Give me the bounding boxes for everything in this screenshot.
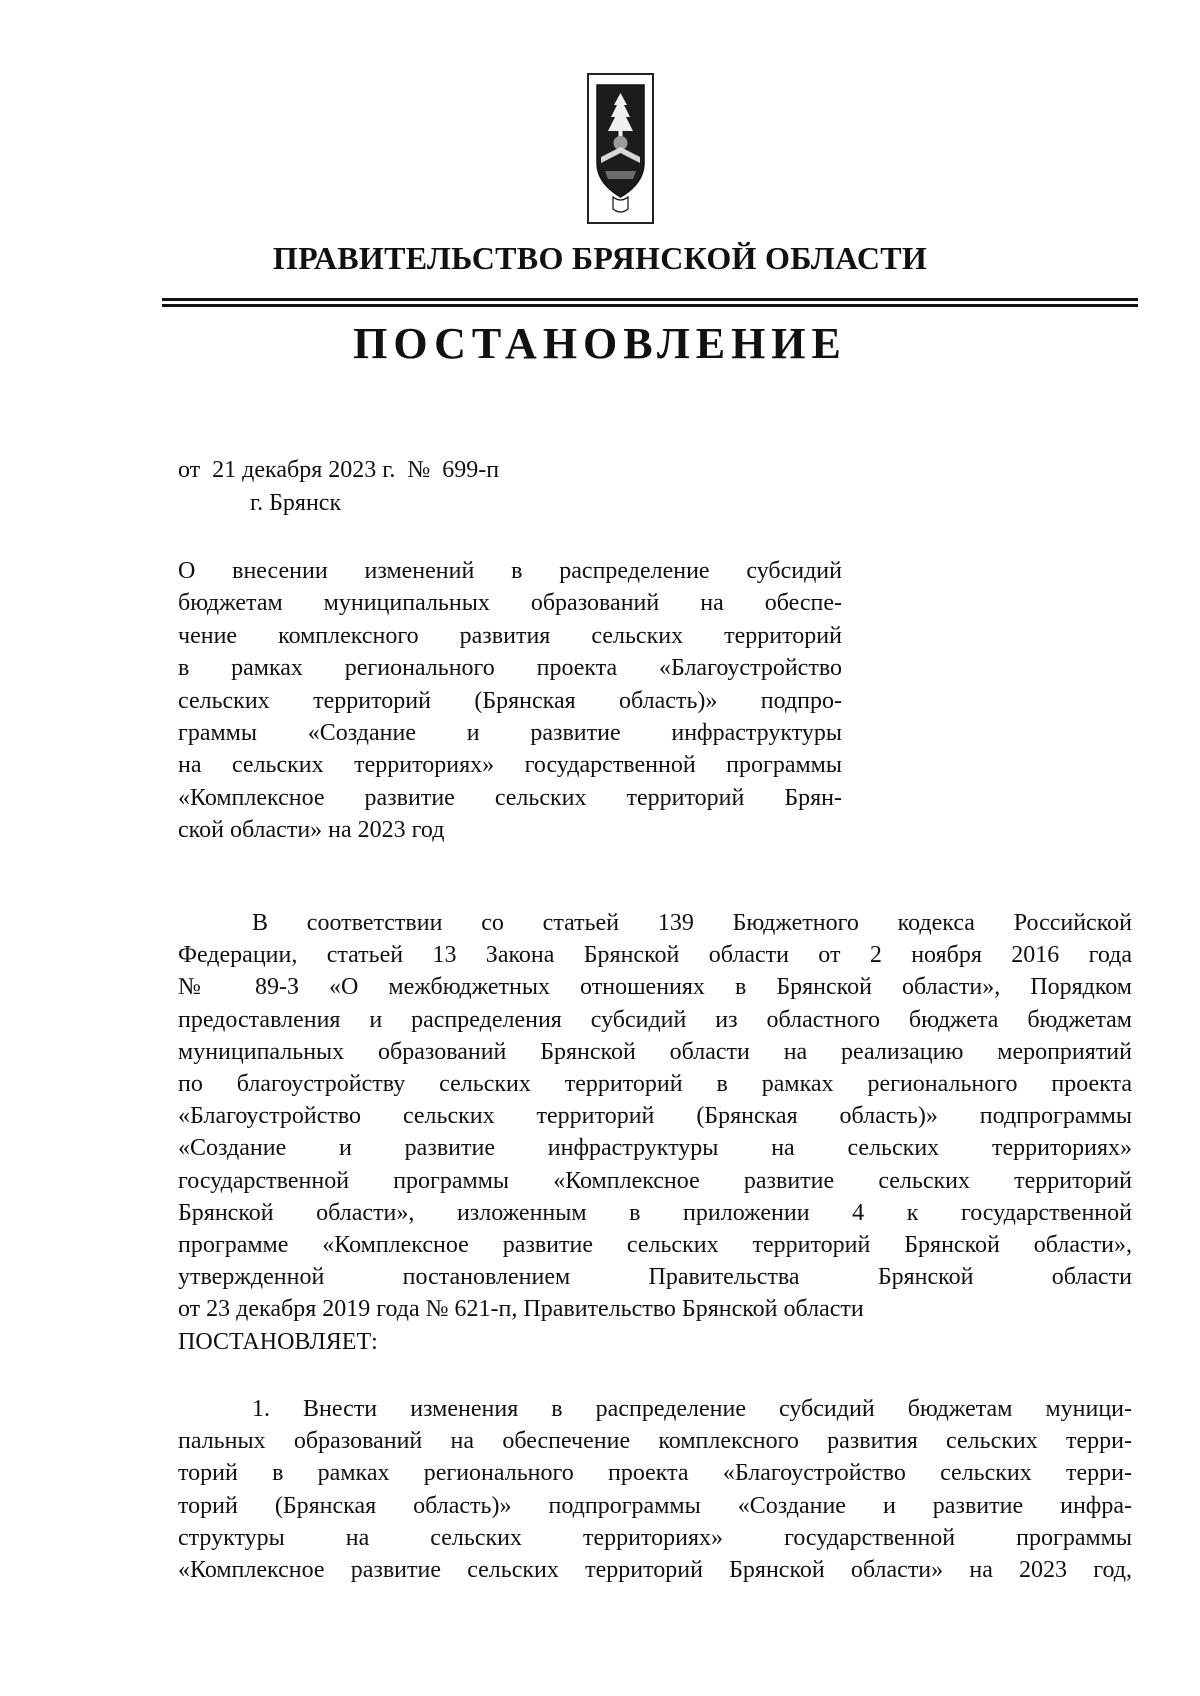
subject-line: бюджетам муниципальных образований на обеспе- bbox=[178, 590, 842, 617]
body-line: Федерации, статьей 13 Закона Брянской области от 2 ноября 2016 года bbox=[178, 942, 1132, 969]
document-number: 699-п bbox=[442, 457, 500, 483]
body-line: от 23 декабря 2019 года № 621-п, Правительство Брянской области bbox=[178, 1296, 864, 1323]
body-line: № 89-З «О межбюджетных отношениях в Брянской области», Порядком bbox=[178, 974, 1132, 1001]
document-date: 21 декабря 2023 г. bbox=[212, 457, 396, 483]
document-type-heading: ПОСТАНОВЛЕНИЕ bbox=[353, 319, 847, 368]
government-title: ПРАВИТЕЛЬСТВО БРЯНСКОЙ ОБЛАСТИ bbox=[272, 240, 928, 276]
city-line: г. Брянск bbox=[250, 490, 342, 516]
coat-of-arms-emblem bbox=[587, 73, 654, 224]
body-line: структуры на сельских территориях» государственной программы bbox=[178, 1524, 1132, 1551]
subject-line: ской области» на 2023 год bbox=[178, 817, 445, 844]
subject-line: на сельских территориях» государственной программы bbox=[178, 752, 842, 779]
subject-line: «Комплексное развитие сельских территорий Брян- bbox=[178, 784, 842, 811]
coat-of-arms-icon bbox=[589, 75, 652, 222]
body-line: муниципальных образований Брянской области на реализацию мероприятий bbox=[178, 1038, 1132, 1065]
body-line: Брянской области», изложенным в приложении 4 к государственной bbox=[178, 1199, 1132, 1226]
body-line: утвержденной постановлением Правительства Брянской области bbox=[178, 1264, 1132, 1291]
body-line: пальных образований на обеспечение комплексного развития сельских терри- bbox=[178, 1428, 1132, 1455]
resolution-keyword: ПОСТАНОВЛЯЕТ: bbox=[178, 1328, 378, 1355]
subject-line: граммы «Создание и развитие инфраструктуры bbox=[178, 720, 842, 747]
body-line: предоставления и распределения субсидий из областного бюджета бюджетам bbox=[178, 1006, 1132, 1033]
body-line: 1. Внести изменения в распределение субсидий бюджетам муници- bbox=[252, 1396, 1132, 1422]
body-line: «Комплексное развитие сельских территорий Брянской области» на 2023 год, bbox=[178, 1557, 1132, 1584]
header-rule-thick bbox=[162, 298, 1138, 301]
body-line: по благоустройству сельских территорий в рамках регионального проекта bbox=[178, 1071, 1132, 1098]
subject-line: в рамках регионального проекта «Благоустройство bbox=[178, 655, 842, 682]
subject-line: О внесении изменений в распределение субсидий bbox=[178, 558, 842, 584]
date-number-line bbox=[178, 457, 499, 484]
body-line: «Создание и развитие инфраструктуры на сельских территориях» bbox=[178, 1135, 1132, 1162]
preamble-paragraph bbox=[178, 907, 1132, 1358]
body-line: торий (Брянская область)» подпрограммы «Создание и развитие инфра- bbox=[178, 1492, 1132, 1519]
body-line: «Благоустройство сельских территорий (Брянская область)» подпрограммы bbox=[178, 1103, 1132, 1130]
body-line: государственной программы «Комплексное развитие сельских территорий bbox=[178, 1167, 1132, 1194]
item-1-paragraph bbox=[178, 1393, 1132, 1586]
subject-line: сельских территорий (Брянская область)» подпро- bbox=[178, 687, 842, 714]
subject-heading bbox=[178, 555, 842, 847]
body-line: В соответствии со статьей 139 Бюджетного кодекса Российской bbox=[252, 910, 1132, 936]
number-sign: № bbox=[407, 457, 431, 483]
subject-line: чение комплексного развития сельских территорий bbox=[178, 622, 842, 649]
date-prefix: от bbox=[178, 457, 201, 483]
body-line: программе «Комплексное развитие сельских территорий Брянской области», bbox=[178, 1232, 1132, 1259]
header-rule-thin bbox=[162, 304, 1138, 307]
body-line: торий в рамках регионального проекта «Благоустройство сельских терри- bbox=[178, 1460, 1132, 1487]
